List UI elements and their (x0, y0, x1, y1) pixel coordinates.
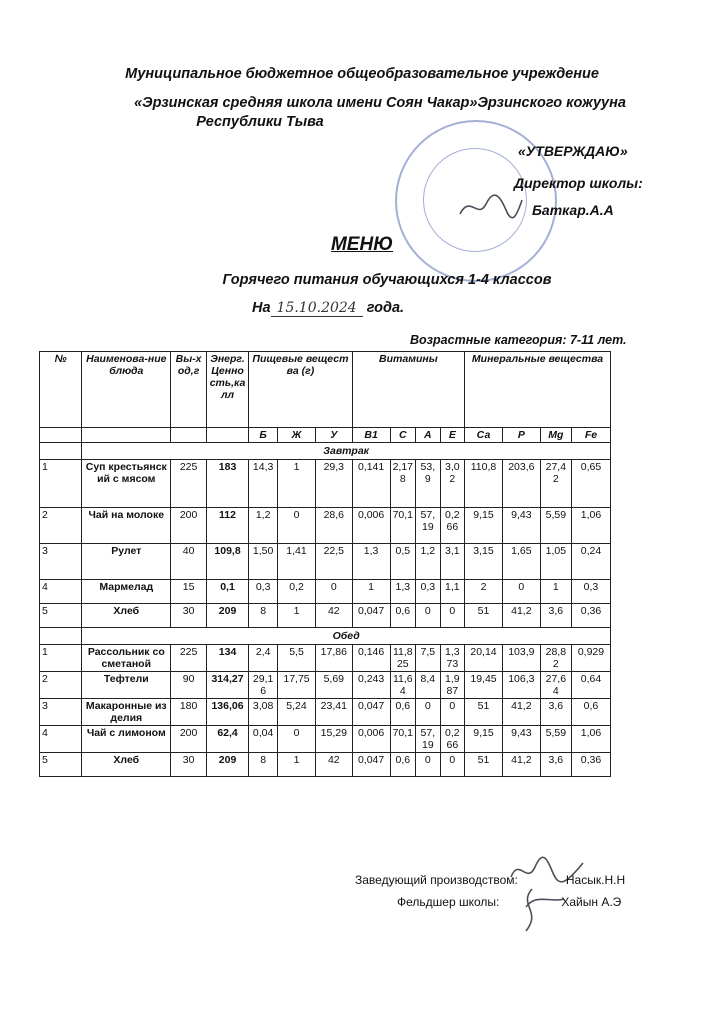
sub-header: Б (249, 428, 278, 443)
page-title: МЕНЮ (330, 234, 394, 255)
sub-header: Е (440, 428, 465, 443)
table-cell: 0 (416, 753, 440, 777)
table-cell: 57,19 (416, 508, 440, 544)
section-lunch: Обед (82, 628, 611, 645)
table-cell: 70,1 (390, 726, 416, 753)
table-cell: 11,64 (390, 672, 416, 699)
org-name-line3: Республики Тыва (196, 114, 324, 130)
col-energy-header: Энерг. Ценность,калл (206, 352, 248, 428)
table-cell: 2,178 (390, 460, 416, 508)
table-row (40, 508, 611, 544)
energy-value: 209 (206, 604, 248, 628)
table-cell: 0,6 (390, 699, 416, 726)
table-cell: 1,2 (416, 544, 440, 580)
table-cell: 29,16 (249, 672, 278, 699)
table-cell: 180 (171, 699, 207, 726)
table-cell: 1 (540, 580, 571, 604)
table-cell: 0,047 (352, 604, 390, 628)
table-cell: 3,6 (540, 699, 571, 726)
table-cell: 53,9 (416, 460, 440, 508)
table-cell: 0,6 (390, 604, 416, 628)
table-cell: 0 (440, 604, 465, 628)
table-cell: 0,929 (571, 645, 610, 672)
table-cell: 20,14 (465, 645, 503, 672)
manager-line (355, 873, 625, 887)
table-cell: 0,047 (352, 699, 390, 726)
manager-name: Насык.Н.Н (565, 873, 626, 887)
table-cell: 200 (171, 508, 207, 544)
dish-name: Чай с лимоном (82, 726, 171, 753)
table-cell: 1 (278, 753, 316, 777)
table-cell: 2 (465, 580, 503, 604)
table-cell: 0,266 (440, 508, 465, 544)
table-cell: 103,9 (502, 645, 540, 672)
table-cell: 1,06 (571, 726, 610, 753)
table-row (40, 699, 611, 726)
table-cell: 22,5 (315, 544, 352, 580)
dish-name: Суп крестьянский с мясом (82, 460, 171, 508)
table-cell: 1,41 (278, 544, 316, 580)
row-number: 3 (40, 544, 82, 580)
table-cell: 3,6 (540, 753, 571, 777)
table-cell: 28,82 (540, 645, 571, 672)
table-row (40, 726, 611, 753)
table-cell: 0,24 (571, 544, 610, 580)
table-cell: 0,141 (352, 460, 390, 508)
row-number: 1 (40, 460, 82, 508)
table-cell: 225 (171, 645, 207, 672)
table-cell: 23,41 (315, 699, 352, 726)
energy-value: 314,27 (206, 672, 248, 699)
medic-signature (512, 885, 572, 935)
table-cell: 0,146 (352, 645, 390, 672)
table-cell: 51 (465, 753, 503, 777)
table-cell: 1,3 (390, 580, 416, 604)
table-cell: 8 (249, 753, 278, 777)
table-cell: 15,29 (315, 726, 352, 753)
table-cell: 11,825 (390, 645, 416, 672)
section-breakfast: Завтрак (82, 443, 611, 460)
row-number: 2 (40, 508, 82, 544)
dish-name: Рулет (82, 544, 171, 580)
table-cell: 0 (502, 580, 540, 604)
approval-heading: «УТВЕРЖДАЮ» (518, 143, 628, 159)
energy-value: 109,8 (206, 544, 248, 580)
medic-line (397, 895, 621, 909)
table-cell: 1,65 (502, 544, 540, 580)
sub-header: Р (502, 428, 540, 443)
table-cell: 0 (416, 604, 440, 628)
energy-value: 134 (206, 645, 248, 672)
table-cell: 0,6 (390, 753, 416, 777)
dish-name: Рассольник со сметаной (82, 645, 171, 672)
director-signature (456, 190, 526, 224)
table-cell: 0,3 (249, 580, 278, 604)
table-cell: 9,15 (465, 508, 503, 544)
director-label: Директор школы: (514, 175, 643, 191)
table-cell: 2,4 (249, 645, 278, 672)
table-cell: 8,4 (416, 672, 440, 699)
sub-header: С (390, 428, 416, 443)
table-cell: 1,2 (249, 508, 278, 544)
table-cell: 0,2 (278, 580, 316, 604)
age-category: Возрастные категория: 7-11 лет. (410, 333, 627, 347)
table-cell: 0 (315, 580, 352, 604)
table-row (40, 672, 611, 699)
col-nutrients-header: Пищевые вещества (г) (249, 352, 353, 428)
table-cell: 1,1 (440, 580, 465, 604)
medic-name: Хайын А.Э (561, 895, 622, 909)
table-cell: 27,42 (540, 460, 571, 508)
table-cell: 19,45 (465, 672, 503, 699)
table-cell: 1 (278, 460, 316, 508)
table-cell: 1,373 (440, 645, 465, 672)
dish-name: Хлеб (82, 753, 171, 777)
row-number: 5 (40, 753, 82, 777)
table-cell: 0,006 (352, 726, 390, 753)
table-cell: 0 (278, 726, 316, 753)
table-cell: 200 (171, 726, 207, 753)
sub-header: Са (465, 428, 503, 443)
table-cell: 42 (315, 753, 352, 777)
col-yield-header: Вы-ход,г (171, 352, 207, 428)
table-cell: 0,3 (416, 580, 440, 604)
table-cell: 0,04 (249, 726, 278, 753)
table-cell: 15 (171, 580, 207, 604)
row-number: 4 (40, 726, 82, 753)
sub-header: А (416, 428, 440, 443)
table-cell: 1 (352, 580, 390, 604)
table-cell: 28,6 (315, 508, 352, 544)
table-row (40, 460, 611, 508)
table-cell: 106,3 (502, 672, 540, 699)
table-cell: 40 (171, 544, 207, 580)
table-cell: 0,3 (571, 580, 610, 604)
dish-name: Мармелад (82, 580, 171, 604)
row-number: 1 (40, 645, 82, 672)
table-cell: 29,3 (315, 460, 352, 508)
table-cell: 90 (171, 672, 207, 699)
table-cell: 1,06 (571, 508, 610, 544)
table-cell: 3,08 (249, 699, 278, 726)
table-cell: 70,1 (390, 508, 416, 544)
table-row (40, 580, 611, 604)
col-num-header: № (40, 352, 82, 428)
table-cell: 5,59 (540, 726, 571, 753)
row-number: 3 (40, 699, 82, 726)
table-cell: 0,047 (352, 753, 390, 777)
table-cell: 225 (171, 460, 207, 508)
org-name-line2: «Эрзинская средняя школа имени Соян Чакар»Эрзинского кожууна (134, 95, 626, 111)
table-cell: 203,6 (502, 460, 540, 508)
table-cell: 42 (315, 604, 352, 628)
table-cell: 1,987 (440, 672, 465, 699)
page-subtitle: Горячего питания обучающихся 1-4 классов (222, 272, 552, 288)
table-cell: 0 (440, 753, 465, 777)
energy-value: 136,06 (206, 699, 248, 726)
table-cell: 41,2 (502, 604, 540, 628)
table-cell: 9,43 (502, 726, 540, 753)
sub-header: Ж (278, 428, 316, 443)
row-number: 5 (40, 604, 82, 628)
table-cell: 5,59 (540, 508, 571, 544)
table-cell: 51 (465, 604, 503, 628)
medic-label: Фельдшер школы: (397, 895, 500, 909)
table-row (40, 753, 611, 777)
col-vitamins-header: Витамины (352, 352, 464, 428)
table-cell: 14,3 (249, 460, 278, 508)
date-suffix: года. (366, 300, 405, 316)
table-cell: 8 (249, 604, 278, 628)
row-number: 2 (40, 672, 82, 699)
table-cell: 51 (465, 699, 503, 726)
table-cell: 0,006 (352, 508, 390, 544)
menu-table (39, 351, 611, 777)
table-cell: 27,64 (540, 672, 571, 699)
table-cell: 1 (278, 604, 316, 628)
table-cell: 0 (440, 699, 465, 726)
table-cell: 3,6 (540, 604, 571, 628)
energy-value: 183 (206, 460, 248, 508)
table-cell: 9,15 (465, 726, 503, 753)
sub-header: Fe (571, 428, 610, 443)
energy-value: 62,4 (206, 726, 248, 753)
energy-value: 0,1 (206, 580, 248, 604)
table-cell: 9,43 (502, 508, 540, 544)
table-cell: 30 (171, 604, 207, 628)
table-cell: 0,36 (571, 604, 610, 628)
table-cell: 7,5 (416, 645, 440, 672)
table-cell: 17,75 (278, 672, 316, 699)
table-cell: 3,1 (440, 544, 465, 580)
dish-name: Хлеб (82, 604, 171, 628)
table-cell: 0,64 (571, 672, 610, 699)
dish-name: Чай на молоке (82, 508, 171, 544)
col-name-header: Наименова-ние блюда (82, 352, 171, 428)
energy-value: 209 (206, 753, 248, 777)
sub-header: В1 (352, 428, 390, 443)
table-cell: 110,8 (465, 460, 503, 508)
table-cell: 3,02 (440, 460, 465, 508)
sub-header: У (315, 428, 352, 443)
table-cell: 5,69 (315, 672, 352, 699)
sub-header: Mg (540, 428, 571, 443)
table-cell: 0,65 (571, 460, 610, 508)
table-cell: 57,19 (416, 726, 440, 753)
table-cell: 0,36 (571, 753, 610, 777)
date-prefix: На (252, 300, 271, 316)
col-minerals-header: Минеральные вещества (465, 352, 611, 428)
table-cell: 5,24 (278, 699, 316, 726)
table-cell: 0,6 (571, 699, 610, 726)
table-cell: 0,5 (390, 544, 416, 580)
table-cell: 0 (416, 699, 440, 726)
table-row (40, 604, 611, 628)
table-cell: 1,3 (352, 544, 390, 580)
table-row (40, 645, 611, 672)
table-cell: 1,05 (540, 544, 571, 580)
table-cell: 30 (171, 753, 207, 777)
table-cell: 5,5 (278, 645, 316, 672)
row-number: 4 (40, 580, 82, 604)
table-cell: 1,50 (249, 544, 278, 580)
menu-date: 15.10.2024 (271, 300, 363, 317)
table-cell: 3,15 (465, 544, 503, 580)
table-cell: 41,2 (502, 753, 540, 777)
table-cell: 0,266 (440, 726, 465, 753)
table-cell: 0 (278, 508, 316, 544)
dish-name: Тефтели (82, 672, 171, 699)
table-row (40, 544, 611, 580)
manager-label: Заведующий производством: (355, 873, 518, 887)
table-cell: 41,2 (502, 699, 540, 726)
table-cell: 17,86 (315, 645, 352, 672)
table-cell: 0,243 (352, 672, 390, 699)
energy-value: 112 (206, 508, 248, 544)
menu-date-line (252, 300, 404, 316)
director-name: Баткар.А.А (532, 202, 614, 218)
dish-name: Макаронные изделия (82, 699, 171, 726)
org-name-line1: Муниципальное бюджетное общеобразовательное учреждение (125, 66, 599, 82)
